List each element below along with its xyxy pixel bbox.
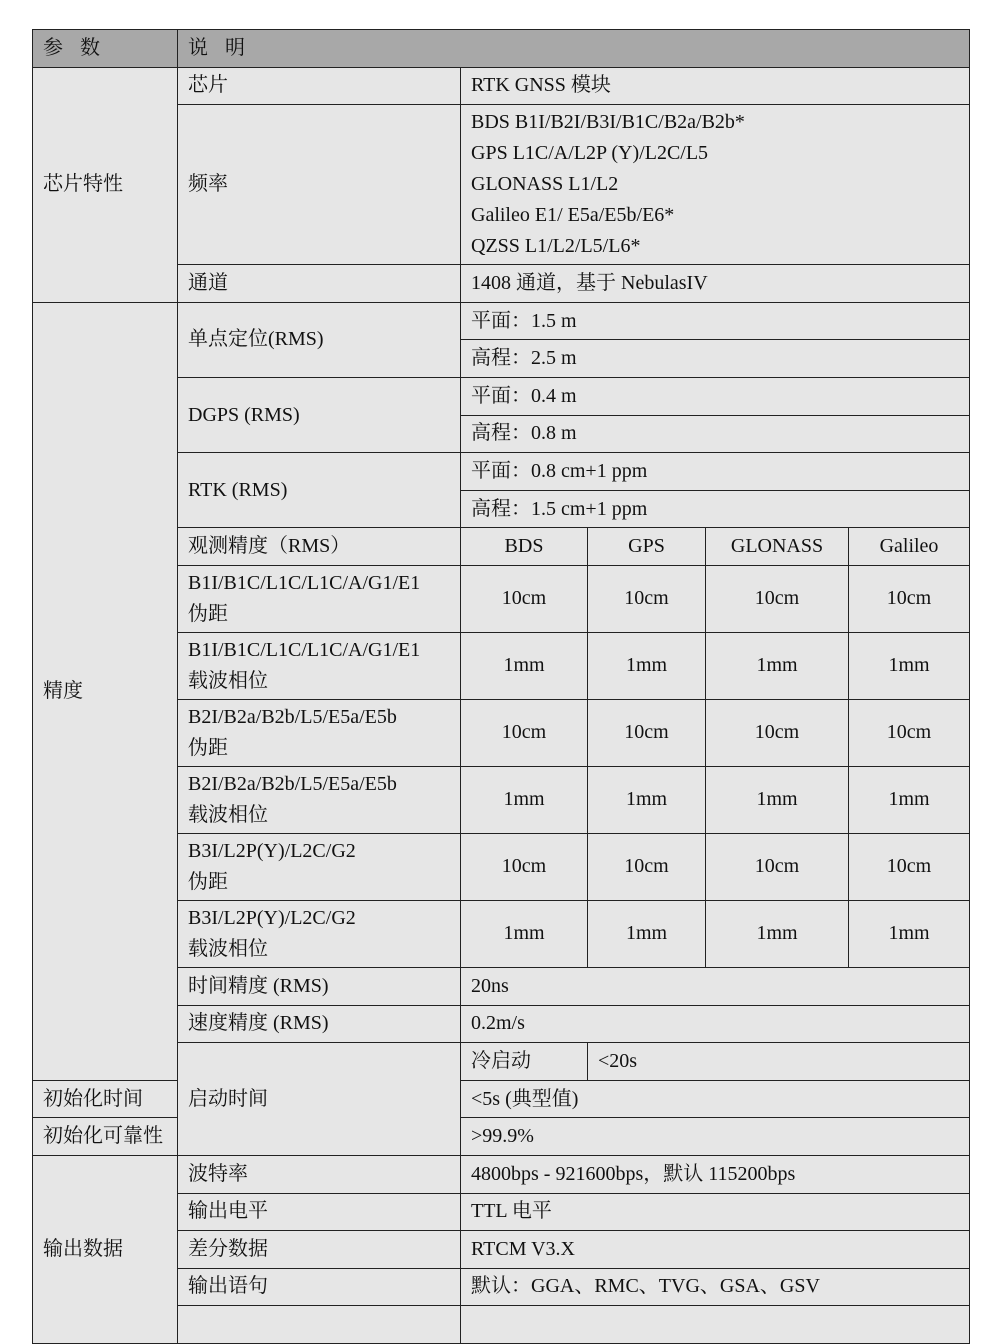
- param-value: 20ns: [461, 967, 970, 1005]
- obs-signal-bands: B3I/L2P(Y)/L2C/G2: [188, 906, 356, 929]
- group-output: 输出数据: [33, 1155, 178, 1343]
- param-label: 输出语句: [178, 1268, 461, 1306]
- param-label: 差分数据: [178, 1231, 461, 1269]
- frequency-line: Galileo E1/ E5a/E5b/E6*: [471, 204, 675, 227]
- obs-signal-type: 载波相位: [188, 669, 268, 692]
- param-label: 冷启动: [461, 1043, 588, 1081]
- param-value: <20s: [588, 1043, 970, 1081]
- obs-col-header: Galileo: [849, 528, 970, 566]
- obs-col-header: BDS: [461, 528, 588, 566]
- group-accuracy: 精度: [33, 302, 178, 1080]
- param-value: 高程：1.5 cm+1 ppm: [461, 490, 970, 528]
- frequency-line: GLONASS L1/L2: [471, 173, 619, 196]
- obs-value: 10cm: [849, 565, 970, 632]
- table-row: [33, 67, 970, 105]
- param-label: 波特率: [178, 1155, 461, 1193]
- header-param: 参 数: [33, 30, 178, 68]
- obs-signal-type: 伪距: [188, 736, 228, 759]
- obs-value: 10cm: [588, 699, 706, 766]
- header-row: [33, 30, 970, 68]
- spec-table: [32, 29, 970, 1344]
- param-label: 速度精度 (RMS): [178, 1005, 461, 1043]
- header-desc: 说 明: [178, 30, 970, 68]
- obs-col-header: GLONASS: [706, 528, 849, 566]
- obs-value: 1mm: [849, 900, 970, 967]
- param-label: 初始化时间: [33, 1080, 178, 1118]
- empty-cell: [178, 1306, 461, 1344]
- param-value: 平面：0.4 m: [461, 377, 970, 415]
- obs-signal-bands: B1I/B1C/L1C/L1C/A/G1/E1: [188, 638, 421, 661]
- obs-value: 10cm: [461, 833, 588, 900]
- table-row: [33, 302, 970, 340]
- param-label: DGPS (RMS): [178, 377, 461, 452]
- obs-value: 1mm: [461, 632, 588, 699]
- frequency-line: BDS B1I/B2I/B3I/B1C/B2a/B2b*: [471, 111, 745, 134]
- obs-signal-bands: B2I/B2a/B2b/L5/E5a/E5b: [188, 772, 397, 795]
- param-label: 观测精度（RMS）: [178, 528, 461, 566]
- obs-value: 1mm: [706, 632, 849, 699]
- obs-value: 10cm: [588, 833, 706, 900]
- obs-value: 10cm: [849, 833, 970, 900]
- param-label: 芯片: [178, 67, 461, 105]
- table-row: [33, 1080, 970, 1118]
- param-label: 初始化可靠性: [33, 1118, 178, 1156]
- frequency-line: QZSS L1/L2/L5/L6*: [471, 235, 641, 258]
- obs-signal-type: 伪距: [188, 602, 228, 625]
- obs-signal-bands: B2I/B2a/B2b/L5/E5a/E5b: [188, 705, 397, 728]
- param-value: 平面：1.5 m: [461, 302, 970, 340]
- obs-signal: [178, 766, 461, 833]
- table-row: [33, 1118, 970, 1156]
- obs-signal: [178, 699, 461, 766]
- obs-value: 1mm: [588, 766, 706, 833]
- param-value: RTCM V3.X: [461, 1231, 970, 1269]
- param-value: RTK GNSS 模块: [461, 67, 970, 105]
- group-chip: 芯片特性: [33, 67, 178, 302]
- obs-signal: [178, 833, 461, 900]
- obs-value: 10cm: [461, 565, 588, 632]
- param-value: TTL 电平: [461, 1193, 970, 1231]
- obs-value: 1mm: [588, 900, 706, 967]
- param-label: 通道: [178, 265, 461, 303]
- param-value: 4800bps - 921600bps，默认 115200bps: [461, 1155, 970, 1193]
- obs-value: 1mm: [461, 900, 588, 967]
- obs-signal: [178, 900, 461, 967]
- obs-signal: [178, 632, 461, 699]
- group-startup: 启动时间: [178, 1043, 461, 1156]
- obs-signal-type: 伪距: [188, 870, 228, 893]
- param-value: <5s (典型值): [461, 1080, 970, 1118]
- param-value: 0.2m/s: [461, 1005, 970, 1043]
- param-value: 高程：0.8 m: [461, 415, 970, 453]
- frequency-line: GPS L1C/A/L2P (Y)/L2C/L5: [471, 142, 709, 165]
- param-value: >99.9%: [461, 1118, 970, 1156]
- empty-cell: [461, 1306, 970, 1344]
- obs-signal-bands: B3I/L2P(Y)/L2C/G2: [188, 839, 356, 862]
- obs-signal-bands: B1I/B1C/L1C/L1C/A/G1/E1: [188, 571, 421, 594]
- obs-value: 1mm: [461, 766, 588, 833]
- param-value: 1408 通道，基于 NebulasIV: [461, 265, 970, 303]
- param-label: 输出电平: [178, 1193, 461, 1231]
- param-label: RTK (RMS): [178, 453, 461, 528]
- obs-value: 10cm: [706, 833, 849, 900]
- obs-value: 10cm: [706, 565, 849, 632]
- obs-value: 1mm: [706, 766, 849, 833]
- obs-col-header: GPS: [588, 528, 706, 566]
- param-value: 默认：GGA、RMC、TVG、GSA、GSV: [461, 1268, 970, 1306]
- obs-value: 10cm: [461, 699, 588, 766]
- param-label: 单点定位(RMS): [178, 302, 461, 377]
- table-row: [33, 1155, 970, 1193]
- obs-value: 10cm: [588, 565, 706, 632]
- param-value: 平面：0.8 cm+1 ppm: [461, 453, 970, 491]
- param-label: 频率: [178, 105, 461, 265]
- obs-signal-type: 载波相位: [188, 803, 268, 826]
- obs-value: 1mm: [849, 632, 970, 699]
- obs-value: 10cm: [706, 699, 849, 766]
- param-value: 高程：2.5 m: [461, 340, 970, 378]
- obs-value: 1mm: [588, 632, 706, 699]
- obs-value: 10cm: [849, 699, 970, 766]
- obs-signal-type: 载波相位: [188, 937, 268, 960]
- param-label: 时间精度 (RMS): [178, 967, 461, 1005]
- obs-signal: [178, 565, 461, 632]
- frequency-list: [461, 105, 970, 265]
- obs-value: 1mm: [706, 900, 849, 967]
- obs-value: 1mm: [849, 766, 970, 833]
